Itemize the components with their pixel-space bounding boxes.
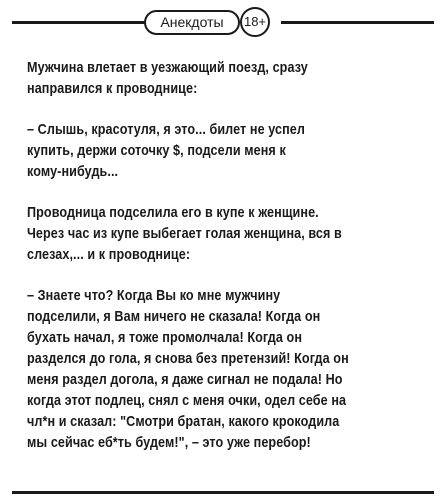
footer-divider xyxy=(12,491,434,494)
header-bar xyxy=(0,6,446,38)
category-tag[interactable] xyxy=(144,10,240,35)
joke-paragraph: Проводница подселила его в купе к женщине. Через час из купе выбегает голая женщина, вся в слезах,... и к проводнице: xyxy=(27,204,342,263)
joke-paragraph: Мужчина влетает в уезжающий поезд, сразу направился к проводнице: xyxy=(27,59,308,97)
joke-paragraph: – Слышь, красотуля, я это... билет не успел купить, держи соточку $, подсели меня к кому-нибудь... xyxy=(27,121,306,180)
joke-paragraph: – Знаете что? Когда Вы ко мне мужчину подселили, я Вам ничего не сказала! Когда он бухать начал, я тоже промолчала! Когда он разделся до гола, я снова без претензий! Когда он меня раздел догола, я даже сигнал не подала! Но когда этот подлец, снял с меня очки, одел себе на чл*н и сказал: "Смотри братан, какого крокодила мы сейчас еб*ть будем!", – это уже перебор! xyxy=(27,287,349,451)
header-divider-left xyxy=(12,21,145,24)
joke-text xyxy=(27,57,432,473)
header-divider-right xyxy=(281,21,434,24)
age-rating-badge: 18+ xyxy=(240,7,270,37)
category-tag-label: Анекдоты xyxy=(160,14,224,30)
